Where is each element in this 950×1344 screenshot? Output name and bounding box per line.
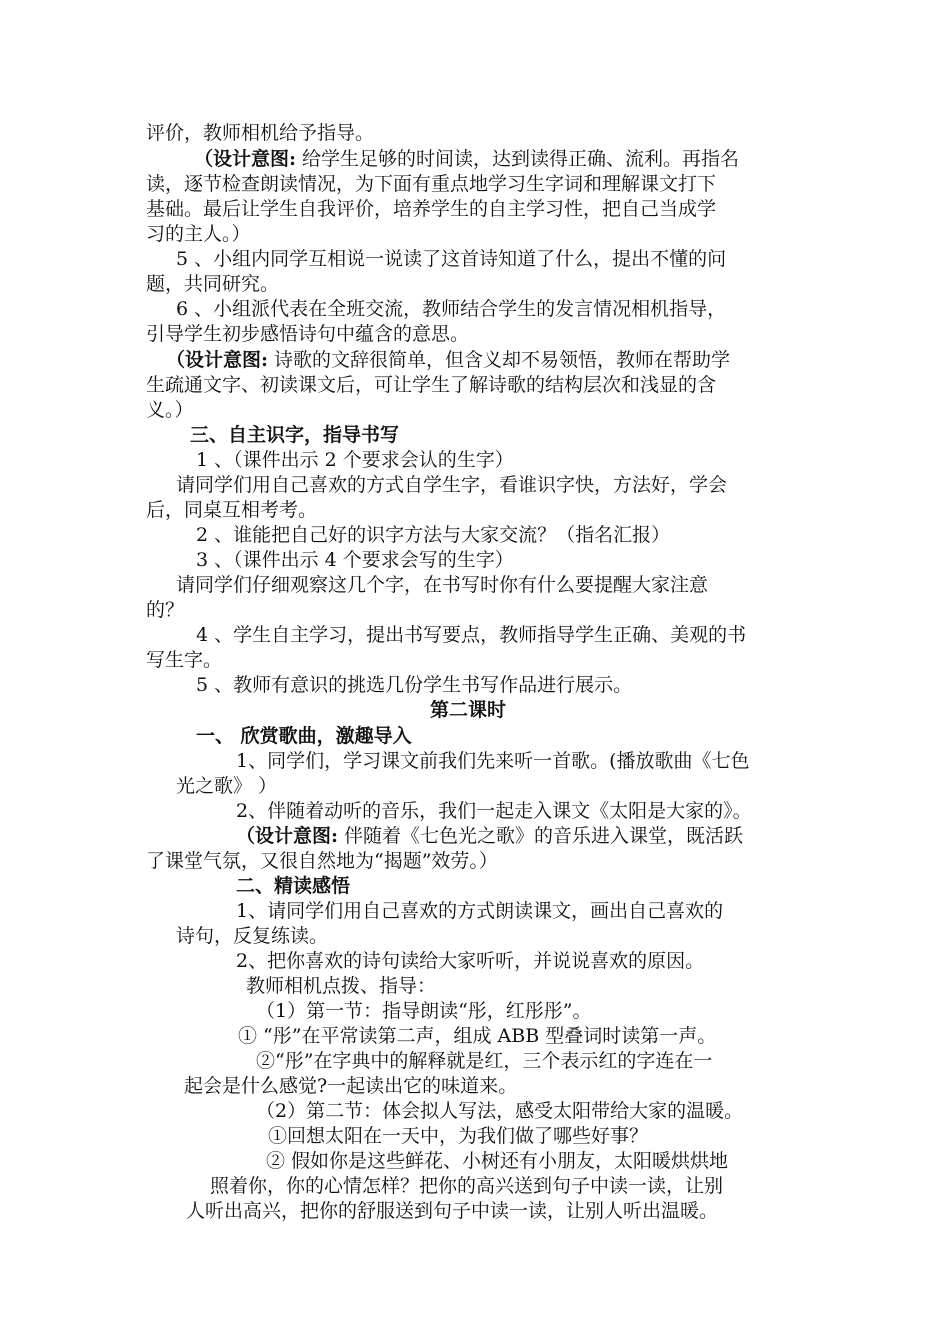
line-text: 5 、小组内同学互相说一说读了这首诗知道了什么，提出不懂的问 [176,248,727,270]
line-text: 2、伴随着动听的音乐，我们一起走入课文《太阳是大家的》。 [236,800,752,822]
line-text: 5 、教师有意识的挑选几份学生书写作品进行展示。 [196,674,633,696]
text-line [146,647,826,673]
line-text: 起会是什么感觉?一起读出它的味道来。 [184,1075,518,1097]
line-text: ①回想太阳在一天中，为我们做了哪些好事？ [268,1125,649,1147]
line-text: ① “彤”在平常读第二声，组成 ABB 型叠词时读第一声。 [238,1025,717,1047]
line-text: 光之歌》 ） [176,775,278,797]
line-text: 写生字。 [146,649,223,671]
text-line [196,723,876,749]
text-line [256,1048,936,1074]
text-line [430,697,950,723]
text-line [146,848,826,874]
line-text: 1、同学们，学习课文前我们先来听一首歌。(播放歌曲《七色 [236,750,750,772]
line-text: 4 、学生自主学习，提出书写要点，教师指导学生正确、美观的书 [196,624,747,646]
text-line [196,522,876,548]
text-line [166,347,846,373]
text-line [256,998,936,1024]
text-line [236,823,916,849]
text-line [146,321,826,347]
line-text: 1 、（课件出示 2 个要求会认的生字） [196,449,514,471]
text-line [196,622,876,648]
text-line [146,497,826,523]
line-text: 读，逐节检查朗读情况，为下面有重点地学习生字词和理解课文打下 [146,173,717,195]
line-text: （1）第一节：指导朗读“彤，红彤彤”。 [256,1000,592,1022]
text-line [176,572,856,598]
section-heading: 二、精读感悟 [236,875,351,897]
text-line [236,898,916,924]
line-text: 基础。最后让学生自我评价，培养学生的自主学习性，把自己当成学 [146,198,717,220]
line-text: 习的主人。） [146,223,251,245]
line-text: 后，同桌互相考考。 [146,499,318,521]
line-text: 2、把你喜欢的诗句读给大家听听，并说说喜欢的原因。 [236,950,705,972]
text-line [186,1198,866,1224]
text-line [238,1023,918,1049]
line-text: 诗歌的文辞很简单，但含义却不易领悟，教师在帮助学 [268,349,731,371]
text-line [146,120,826,146]
text-line [210,1173,890,1199]
line-text: 人听出高兴，把你的舒服送到句子中读一读，让别人听出温暖。 [186,1200,719,1222]
bold-label: （设计意图: [194,148,297,170]
text-line [236,748,916,774]
line-text: 了课堂气氛，又很自然地为“揭题”效劳。） [146,850,498,872]
text-line [246,973,926,999]
line-text: 请同学们仔细观察这几个字，在书写时你有什么要提醒大家注意 [176,574,709,596]
text-line [236,873,916,899]
text-line [176,923,856,949]
line-text: 照着你，你的心情怎样？把你的高兴送到句子中读一读，让别 [210,1175,724,1197]
line-text: 给学生足够的时间读，达到读得正确、流利。再指名 [296,148,740,170]
line-text: 题，共同研究。 [146,273,280,295]
text-line [146,271,826,297]
line-text: （2）第二节：体会拟人写法，感受太阳带给大家的温暖。 [256,1100,744,1122]
text-line [184,1073,864,1099]
text-line [196,672,876,698]
text-line [146,196,826,222]
text-line [190,422,870,448]
line-text: 请同学们用自己喜欢的方式自学生字，看谁识字快，方法好，学会 [176,474,728,496]
line-text: 3 、（课件出示 4 个要求会写的生字） [196,549,514,571]
text-line [146,221,826,247]
text-line [176,472,856,498]
bold-label: （设计意图: [236,825,339,847]
text-line [266,1148,946,1174]
text-line [146,397,826,423]
text-line [236,798,916,824]
line-text: 评价，教师相机给予指导。 [146,122,375,144]
section-heading: 一、 欣赏歌曲，激趣导入 [196,725,412,747]
line-text: 伴随着《七色光之歌》的音乐进入课堂，既活跃 [338,825,744,847]
text-line [196,547,876,573]
line-text: ② 假如你是这些鲜花、小树还有小朋友，太阳暖烘烘地 [266,1150,729,1172]
line-text: ②“彤”在字典中的解释就是红，三个表示红的字连在一 [256,1050,713,1072]
text-line [236,948,916,974]
text-line [176,773,856,799]
line-text: 义。） [146,399,194,421]
text-line [146,171,826,197]
text-line [196,447,876,473]
line-text: 生疏通文字、初读课文后，可让学生了解诗歌的结构层次和浅显的含 [146,374,717,396]
text-line [176,246,856,272]
text-line [268,1123,948,1149]
text-line [146,597,826,623]
text-line [146,372,826,398]
section-heading: 三、自主识字，指导书写 [190,424,400,446]
line-text: 2 、谁能把自己好的识字方法与大家交流？（指名汇报） [196,524,671,546]
text-line [194,146,874,172]
bold-label: （设计意图: [166,349,269,371]
line-text: 1、请同学们用自己喜欢的方式朗读课文，画出自己喜欢的 [236,900,724,922]
line-text: 教师相机点拨、指导： [246,975,437,997]
line-text: 引导学生初步感悟诗句中蕴含的意思。 [146,323,470,345]
line-text: 的？ [146,599,185,621]
text-line [256,1098,936,1124]
line-text: 6 、小组派代表在全班交流，教师结合学生的发言情况相机指导， [176,298,727,320]
line-text: 诗句，反复练读。 [176,925,329,947]
text-line [176,296,856,322]
section-heading: 第二课时 [430,699,507,721]
